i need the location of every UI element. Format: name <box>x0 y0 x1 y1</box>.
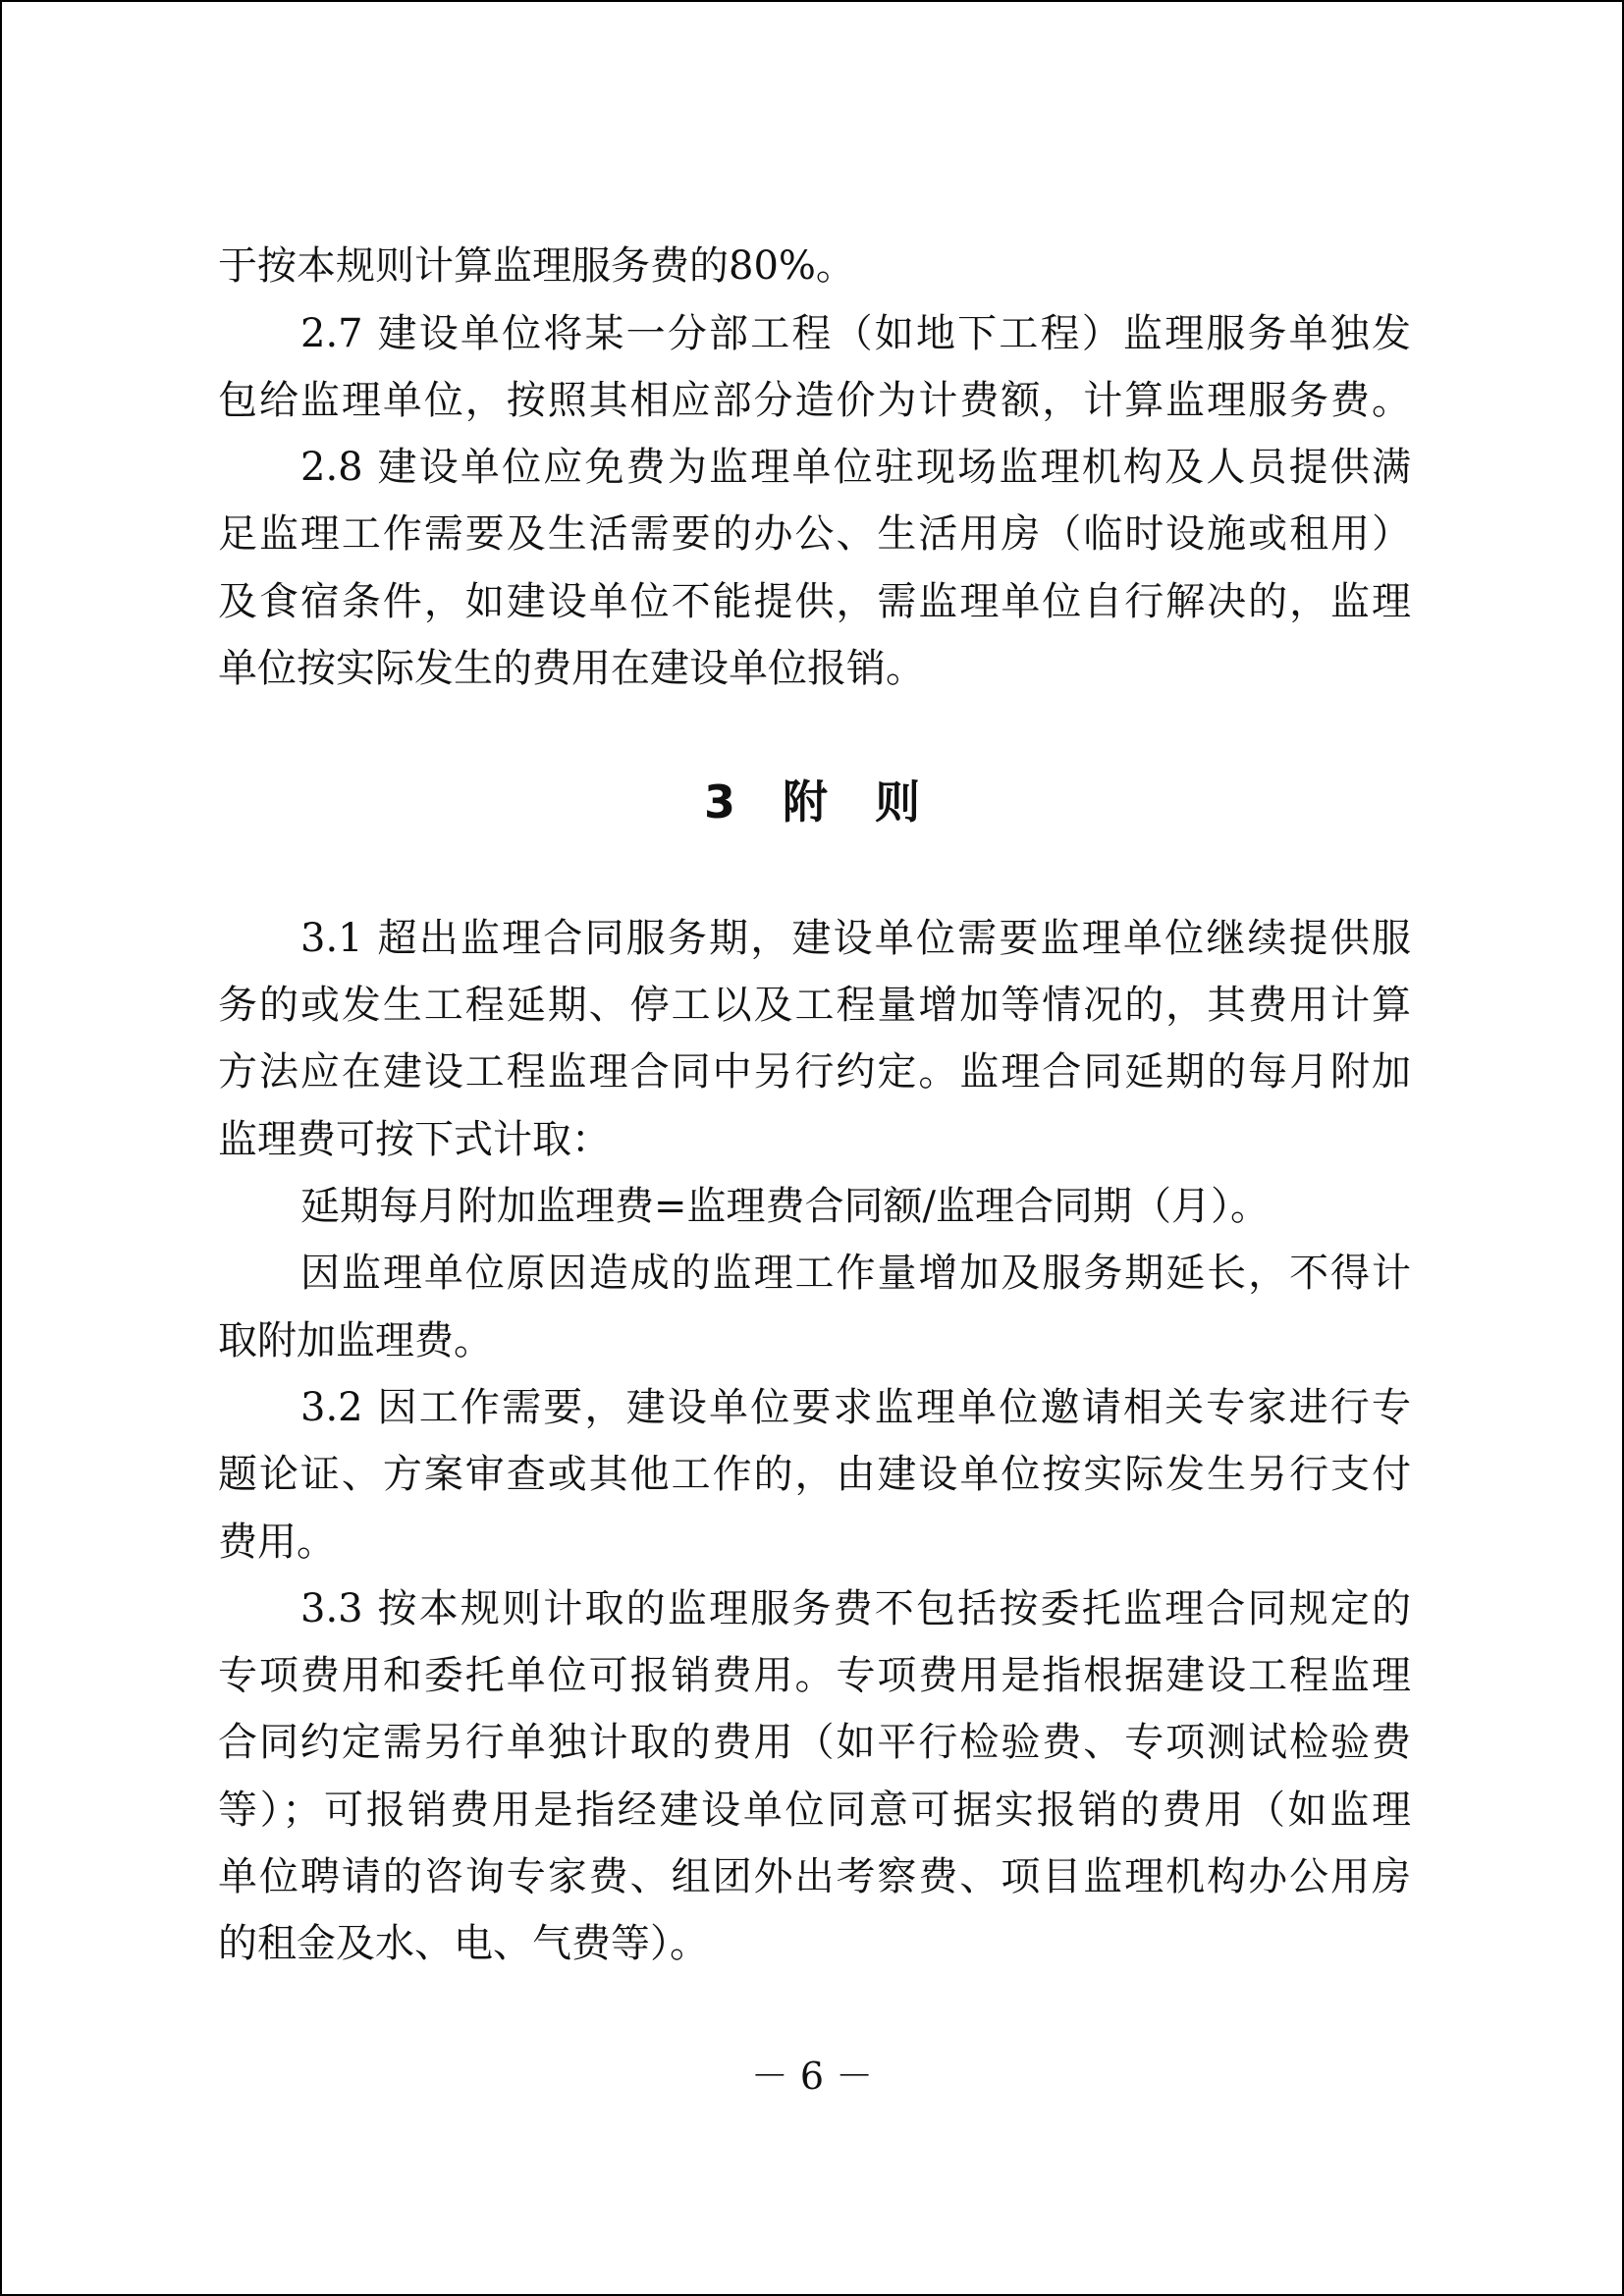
paragraph-line: 于按本规则计算监理服务费的80%。 <box>218 243 855 289</box>
paragraph-line: 专项费用和委托单位可报销费用。专项费用是指根据建设工程监理 <box>218 1653 1411 1698</box>
formula-line: 延期每月附加监理费=监理费合同额/监理合同期（月）。 <box>300 1184 1270 1229</box>
paragraph-line: 因监理单位原因造成的监理工作量增加及服务期延长，不得计 <box>300 1251 1411 1296</box>
page-number: － 6 － <box>750 2055 874 2098</box>
paragraph-line: 单位按实际发生的费用在建设单位报销。 <box>218 646 925 691</box>
paragraph-line: 2.7 建设单位将某一分部工程（如地下工程）监理服务单独发 <box>300 311 1411 356</box>
paragraph-line: 监理费可按下式计取： <box>218 1117 611 1162</box>
section-title: 3 附 则 <box>703 775 921 828</box>
paragraph-line: 3.2 因工作需要，建设单位要求监理单位邀请相关专家进行专 <box>300 1385 1411 1430</box>
paragraph-line: 3.1 超出监理合同服务期，建设单位需要监理单位继续提供服 <box>300 916 1411 961</box>
paragraph-line: 足监理工作需要及生活需要的办公、生活用房（临时设施或租用） <box>218 511 1411 557</box>
paragraph-line: 等）；可报销费用是指经建设单位同意可据实报销的费用（如监理 <box>218 1788 1411 1833</box>
paragraph-line: 的租金及水、电、气费等）。 <box>218 1921 709 1966</box>
paragraph-line: 3.3 按本规则计取的监理服务费不包括按委托监理合同规定的 <box>300 1586 1411 1631</box>
paragraph-line: 及食宿条件，如建设单位不能提供，需监理单位自行解决的，监理 <box>218 579 1411 624</box>
paragraph-line: 单位聘请的咨询专家费、组团外出考察费、项目监理机构办公用房 <box>218 1854 1411 1899</box>
paragraph-line: 务的或发生工程延期、停工以及工程量增加等情况的，其费用计算 <box>218 983 1411 1028</box>
paragraph-line: 2.8 建设单位应免费为监理单位驻现场监理机构及人员提供满 <box>300 445 1411 490</box>
paragraph-line: 费用。 <box>218 1520 336 1565</box>
paragraph-line: 题论证、方案审查或其他工作的，由建设单位按实际发生另行支付 <box>218 1452 1411 1497</box>
paragraph-line: 合同约定需另行单独计取的费用（如平行检验费、专项测试检验费 <box>218 1720 1411 1765</box>
paragraph-line: 取附加监理费。 <box>218 1318 493 1363</box>
paragraph-line: 方法应在建设工程监理合同中另行约定。监理合同延期的每月附加 <box>218 1049 1411 1095</box>
paragraph-line: 包给监理单位，按照其相应部分造价为计费额，计算监理服务费。 <box>218 378 1411 423</box>
